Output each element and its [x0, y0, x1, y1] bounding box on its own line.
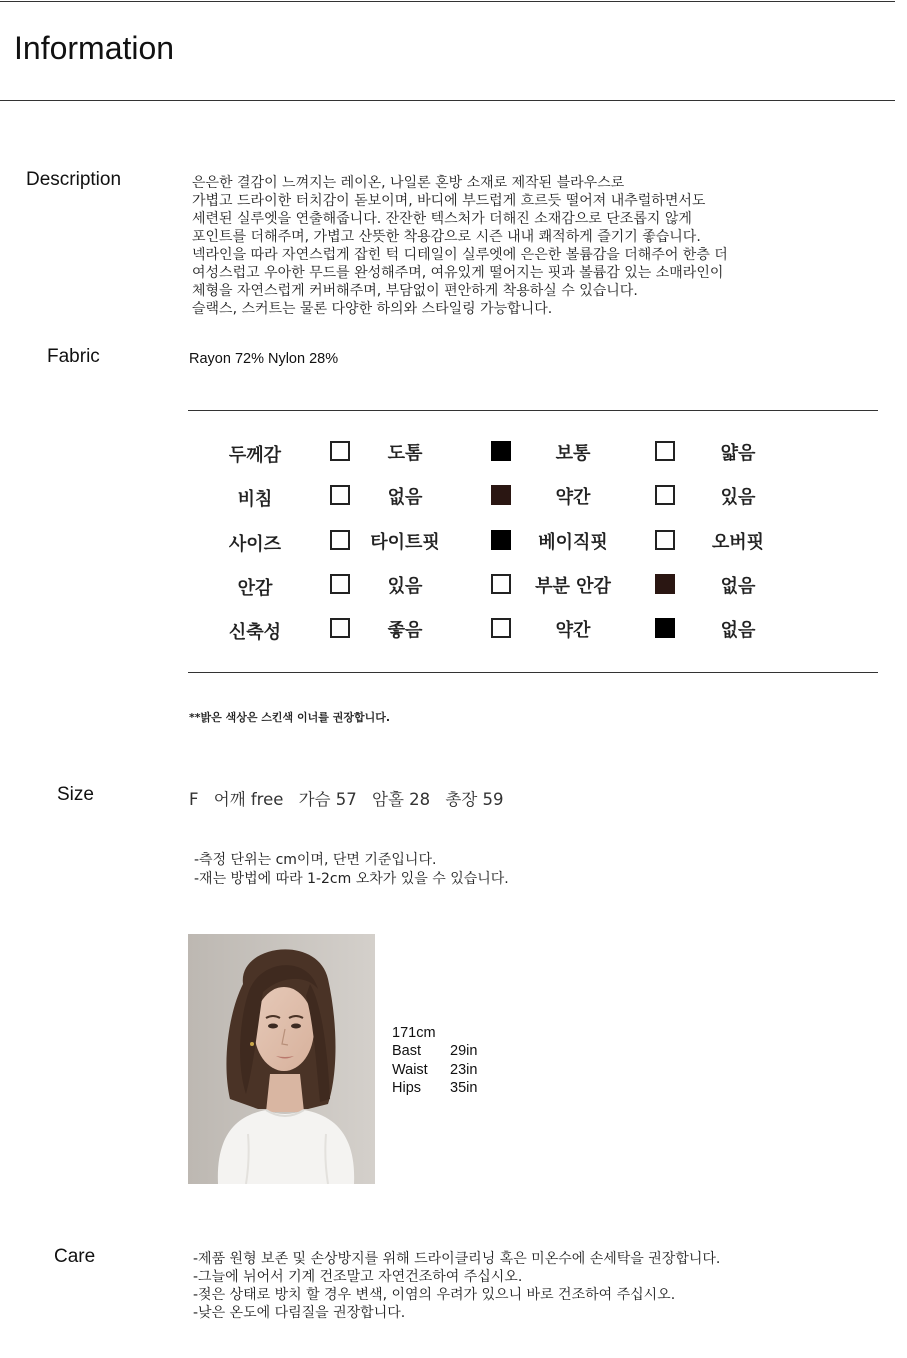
model-measurement — [392, 1079, 477, 1097]
option-label: 없음 — [720, 620, 756, 641]
description-line: 은은한 결감이 느껴지는 레이온, 나일론 혼방 소재로 제작된 블라우스로 — [192, 175, 625, 191]
skin-inner-note: **밝은 색상은 스킨색 이너를 권장합니다. — [189, 711, 391, 724]
measurement-value: 35in — [450, 1079, 478, 1096]
checkbox — [655, 574, 675, 594]
option-label: 없음 — [387, 487, 423, 508]
option-label: 없음 — [720, 576, 756, 597]
care-label: Care — [54, 1246, 96, 1267]
model-illustration — [188, 934, 375, 1184]
table-top-rule — [188, 410, 878, 411]
size-label: Size — [57, 784, 94, 805]
description-line: 체형을 자연스럽게 커버해주며, 부담없이 편안하게 착용하실 수 있습니다. — [192, 283, 638, 299]
option-label: 타이트핏 — [370, 532, 440, 553]
description-label: Description — [26, 169, 122, 190]
model-height: 171cm — [392, 1025, 436, 1041]
checkbox — [330, 618, 350, 638]
size-item: 가슴 57 — [298, 790, 357, 809]
option-label: 있음 — [387, 576, 423, 597]
checkbox — [655, 530, 675, 550]
model-measurement — [392, 1042, 477, 1060]
top-rule — [0, 1, 895, 2]
option-label: 약간 — [555, 487, 591, 508]
checkbox — [655, 618, 675, 638]
care-line: -낮은 온도에 다림질을 권장합니다. — [193, 1305, 406, 1321]
attribute-label: 비침 — [237, 489, 273, 510]
measurement-value: 29in — [450, 1043, 478, 1060]
size-item: 암홀 28 — [372, 790, 431, 809]
care-line: -젖은 상태로 방치 할 경우 변색, 이염의 우려가 있으니 바로 건조하여 주십시오. — [193, 1287, 676, 1303]
option-label: 얇음 — [720, 443, 756, 464]
model-measurement — [392, 1061, 477, 1079]
checkbox — [330, 574, 350, 594]
attribute-label: 신축성 — [228, 622, 282, 643]
checkbox — [491, 618, 511, 638]
checkbox — [330, 530, 350, 550]
size-note: -재는 방법에 따라 1-2cm 오차가 있을 수 있습니다. — [194, 871, 509, 887]
table-bottom-rule — [188, 672, 878, 673]
checkbox — [655, 485, 675, 505]
checkbox — [330, 441, 350, 461]
size-item: 어깨 free — [213, 790, 284, 809]
description-line: 슬랙스, 스커트는 물론 다양한 하의와 스타일링 가능합니다. — [192, 301, 553, 317]
header-rule — [0, 100, 895, 101]
checkbox — [655, 441, 675, 461]
description-line: 여성스럽고 우아한 무드를 완성해주며, 여유있게 떨어지는 핏과 볼륨감 있는 소매라인이 — [192, 265, 724, 281]
description-line: 넥라인을 따라 자연스럽게 잡힌 턱 디테일이 실루엣에 은은한 볼륨감을 더해주어 한층 더 — [192, 247, 728, 263]
option-label: 있음 — [720, 487, 756, 508]
size-notes — [194, 851, 509, 889]
checkbox — [491, 441, 511, 461]
measurement-name: Hips — [392, 1079, 422, 1096]
fabric-label: Fabric — [47, 346, 100, 367]
size-item: 총장 59 — [445, 790, 504, 809]
checkbox — [330, 485, 350, 505]
care-line: -제품 원형 보존 및 손상방지를 위해 드라이클리닝 혹은 미온수에 손세탁을 권장합니다. — [193, 1251, 721, 1267]
option-label: 부분 안감 — [535, 576, 611, 597]
care-line: -그늘에 뉘어서 기계 건조말고 자연건조하여 주십시오. — [193, 1269, 523, 1285]
attribute-label: 두께감 — [228, 445, 282, 466]
description-line: 가볍고 드라이한 터치감이 돋보이며, 바디에 부드럽게 흐르듯 떨어져 내추럴하면서도 — [192, 193, 706, 209]
attribute-label: 안감 — [237, 578, 273, 599]
measurement-name: Bast — [392, 1043, 422, 1060]
care-text — [193, 1250, 720, 1322]
measurement-value: 23in — [450, 1061, 478, 1078]
option-label: 좋음 — [387, 620, 423, 641]
option-label: 오버핏 — [711, 532, 765, 553]
option-label: 약간 — [555, 620, 591, 641]
size-measurements — [189, 786, 514, 810]
fabric-value: Rayon 72% Nylon 28% — [189, 351, 339, 367]
option-label: 보통 — [555, 443, 591, 464]
option-label: 도톰 — [387, 443, 423, 464]
option-label: 베이직핏 — [538, 532, 608, 553]
checkbox — [491, 530, 511, 550]
page-title: Information — [14, 30, 175, 66]
attribute-label: 사이즈 — [228, 534, 282, 555]
measurement-name: Waist — [392, 1061, 428, 1078]
description-line: 세련된 실루엣을 연출해줍니다. 잔잔한 텍스처가 더해진 소재감으로 단조롭지 않게 — [192, 211, 692, 227]
description-line: 포인트를 더해주며, 가볍고 산뜻한 착용감으로 시즌 내내 쾌적하게 즐기기 좋습니다. — [192, 229, 701, 245]
model-photo — [188, 934, 375, 1184]
checkbox — [491, 485, 511, 505]
description-text — [192, 174, 728, 318]
checkbox — [491, 574, 511, 594]
model-info — [392, 1024, 477, 1097]
size-item: F — [189, 790, 199, 809]
size-note: -측정 단위는 cm이며, 단면 기준입니다. — [194, 852, 437, 868]
